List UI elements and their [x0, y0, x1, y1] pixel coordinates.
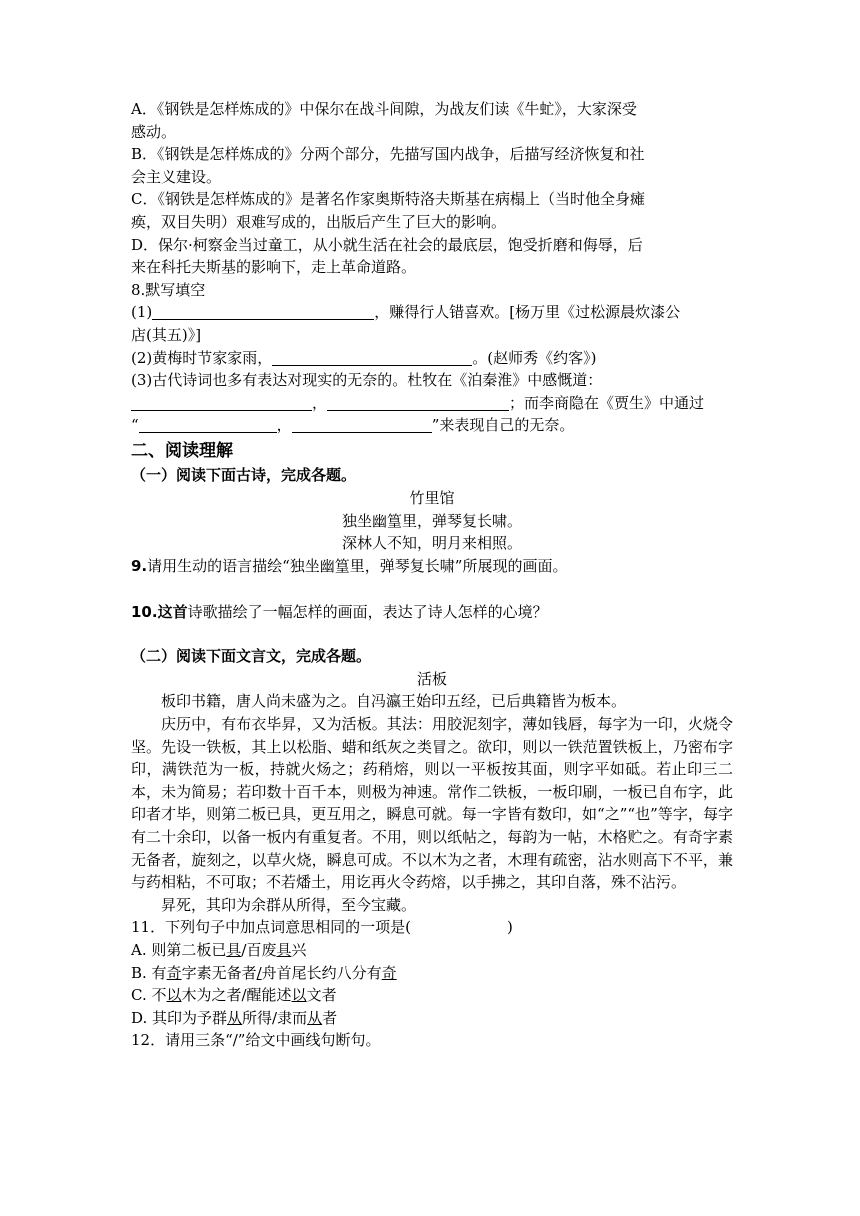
option-a-line1: A．《钢铁是怎样炼成的》中保尔在战斗间隙，为战友们读《牛虻》，大家深受	[131, 100, 637, 118]
q8-item-1-line2: 店(其五)》]	[131, 325, 202, 344]
marked-word: 以	[291, 986, 307, 1005]
q8-2-suffix: 。(赵师秀《约客》)	[472, 348, 597, 367]
q11-option-c	[131, 984, 733, 1007]
q8-item-3-line1: (3)古代诗词也多有表达对现实的无奈的。杜牧在《泊秦淮》中感慨道：	[131, 371, 603, 390]
q8-item-3-line2	[131, 392, 733, 415]
exam-page	[131, 98, 733, 1052]
question-11	[131, 916, 733, 939]
q8-2-prefix: (2)黄梅时节家家雨，	[131, 348, 273, 367]
subsection-1-heading: （一）阅读下面古诗，完成各题。	[131, 465, 357, 484]
marked-word: 具	[276, 941, 292, 959]
text-title: 活板	[416, 669, 447, 688]
answer-space-9	[131, 577, 733, 601]
option-c-line2: 痪，双目失明）艰难写成的，出版后产生了巨大的影响。	[131, 212, 507, 231]
option-text: 舟首尾长约八分有	[261, 963, 382, 982]
option-text: 所得/隶而	[242, 1008, 308, 1027]
option-text: 兴	[291, 941, 307, 959]
option-text: /百废	[241, 941, 277, 959]
option-text: D. 其印为予群	[131, 1008, 228, 1027]
option-d-line2: 来在科托夫斯基的影响下，走上革命道路。	[131, 258, 417, 277]
q9-number: 9.	[131, 556, 148, 575]
option-text: 字素无备者	[181, 963, 257, 982]
option-b-line2: 会主义建设。	[131, 167, 222, 186]
marked-word: 奇	[381, 963, 397, 982]
option-d-line1: D．保尔·柯察金当过童工，从小就生活在社会的最底层，饱受折磨和侮辱，后	[131, 235, 643, 254]
option-text: C. 不	[131, 986, 167, 1005]
marked-word: 以	[166, 986, 182, 1005]
comma: ，	[276, 416, 292, 435]
question-9	[131, 555, 733, 578]
q9-text: 请用生动的语言描绘“独坐幽篁里，弹琴复长啸”所展现的画面。	[147, 556, 568, 575]
comma: ，	[312, 393, 328, 412]
q8-item-2	[131, 347, 733, 370]
option-text: A. 则第二板已	[131, 941, 227, 959]
q10-text: 诗歌描绘了一幅怎样的画面，表达了诗人怎样的心境？	[187, 603, 548, 622]
q11-option-b	[131, 962, 733, 985]
q8-3-line3-suffix: ”来表现自己的无奈。	[431, 416, 575, 435]
option-b-line1: B．《钢铁是怎样炼成的》分两个部分，先描写国内战争，后描写经济恢复和社	[131, 145, 645, 164]
option-text: 者	[322, 1008, 338, 1027]
option-text: 木为之者/醒能述	[181, 986, 292, 1005]
poem-line-2: 深林人不知，明月来相照。	[341, 534, 522, 553]
q8-1-blank[interactable]	[152, 303, 374, 320]
q11-option-d	[131, 1007, 733, 1030]
q8-1-prefix: (1)	[131, 303, 153, 322]
text-paragraph-1: 板印书籍，唐人尚未盛为之。自冯瀛王始印五经，已后典籍皆为板本。	[161, 692, 627, 711]
marked-slash: /	[256, 963, 262, 982]
q11-option-a	[131, 939, 733, 962]
poem-title: 竹里馆	[409, 488, 455, 507]
marked-word: 奇	[166, 963, 182, 982]
q11-text: 11．下列句子中加点词意思相同的一项是(	[131, 918, 411, 937]
q8-2-blank[interactable]	[272, 349, 472, 366]
q8-3-blank-3[interactable]	[139, 416, 277, 433]
q8-3-blank-4[interactable]	[292, 416, 432, 433]
option-a-line2: 感动。	[131, 122, 177, 141]
question-8-heading: 8.默写填空	[131, 280, 206, 299]
q8-3-blank-1[interactable]	[131, 394, 312, 411]
q8-1-suffix: ，赚得行人错喜欢。[杨万里《过松源晨炊漆公	[374, 303, 681, 322]
subsection-2-heading: （二）阅读下面文言文，完成各题。	[131, 646, 372, 665]
question-12: 12．请用三条“/”给文中画线句断句。	[131, 1031, 381, 1050]
question-10	[131, 601, 733, 624]
option-c-line1: C．《钢铁是怎样炼成的》是著名作家奥斯特洛夫斯基在病榻上（当时他全身瘫	[131, 190, 645, 209]
option-text: B. 有	[131, 963, 167, 982]
text-paragraph-2: 庆历中，有布衣毕昇，又为活板。其法：用胶泥刻字，薄如钱唇，每字为一印，火烧令坚。先设一铁板，其上以松脂、蜡和纸灰之类冒之。欲印，则以一铁范置铁板上，乃密布字印，满铁范为一板，持就火炀之；药稍熔，则以一平板按其面，则字平如砥。若止印三二本，未为简易；若印数十百千本，则极为神速。常作二铁板，一板印刷，一板已自布字，此印者才毕，则第二板已具，更互用之，瞬息可就。每一字皆有数印，如“之”“也”等字，每字有二十余印，以备一板内有重复者。不用，则以纸帖之，每韵为一帖，木格贮之。有奇字素无备者，旋刻之，以草火烧，瞬息可成。不以木为之者，木理有疏密，沾水则高下不平，兼与药相粘，不可取；不若燔土，用讫再火令药熔，以手拂之，其印自落，殊不沾污。	[131, 715, 733, 892]
marked-word: 具	[226, 941, 242, 959]
section-2-heading: 二、阅读理解	[131, 440, 233, 461]
open-quote: “	[131, 416, 139, 435]
option-text: 文者	[306, 986, 337, 1005]
q11-close-paren: )	[506, 918, 513, 937]
marked-word: 从	[307, 1008, 323, 1027]
q8-item-3-line3	[131, 414, 733, 437]
q10-number: 10.这首	[131, 603, 188, 622]
q8-3-line2-suffix: ；而李商隐在《贾生》中通过	[509, 393, 705, 412]
poem-line-1: 独坐幽篁里，弹琴复长啸。	[341, 511, 522, 530]
answer-space-10	[131, 624, 733, 644]
q8-item-1	[131, 301, 733, 324]
marked-word: 从	[227, 1008, 243, 1027]
q8-3-blank-2[interactable]	[327, 394, 509, 411]
text-paragraph-3: 昇死，其印为余群从所得，至今宝藏。	[161, 895, 417, 914]
